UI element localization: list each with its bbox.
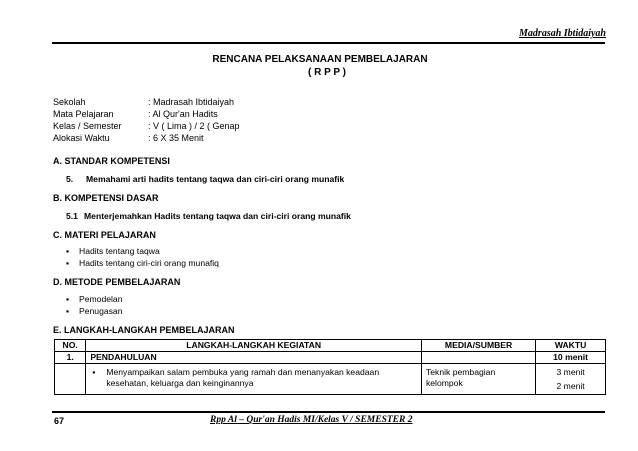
media-text: kelompok: [425, 378, 463, 388]
cell-media: [421, 352, 535, 364]
page-number: 67: [54, 416, 65, 426]
identity-value: : 6 X 35 Menit: [148, 133, 204, 143]
list-item-text: Hadits tentang taqwa: [79, 246, 160, 256]
header-school-name: Madrasah Ibtidaiyah: [519, 28, 606, 39]
cell-no: [55, 364, 86, 395]
media-text: Teknik pembagian: [425, 367, 496, 377]
item-text: Memahami arti hadits tentang taqwa dan ciri-ciri orang munafik: [86, 174, 345, 184]
time-text: 3 menit: [556, 367, 585, 377]
list-item: [66, 258, 219, 268]
identity-table: [53, 96, 240, 144]
identity-key: Mata Pelajaran: [53, 109, 114, 119]
document-title: RENCANA PELAKSANAAN PEMBELAJARAN: [212, 54, 428, 65]
identity-row: [53, 96, 240, 108]
identity-value: : Al Qur'an Hadits: [148, 109, 218, 119]
item-number: 5.: [66, 174, 74, 184]
table-row: [55, 364, 606, 395]
bullet-spacer: [90, 378, 106, 389]
bullet-icon: ▪: [66, 294, 70, 304]
identity-row: [53, 120, 240, 132]
identity-key: Alokasi Waktu: [53, 133, 110, 143]
table-header-row: [55, 340, 606, 352]
identity-key: Kelas / Semester: [53, 121, 122, 131]
section-d-heading: D. METODE PEMBELAJARAN: [53, 277, 181, 287]
activity-text: kesehatan, keluarga dan keinginannya: [106, 378, 254, 388]
item-number: 5.1: [66, 211, 78, 221]
identity-value: : Madrasah Ibtidaiyah: [148, 97, 235, 107]
list-item-text: Hadits tentang ciri-ciri orang munafiq: [79, 258, 219, 268]
identity-row: [53, 132, 240, 144]
identity-row: [53, 108, 240, 120]
cell-no: 1.: [55, 352, 86, 364]
bullet-icon: ▪: [92, 367, 96, 377]
steps-table: [54, 339, 606, 395]
list-item: [66, 294, 122, 304]
section-e-heading: E. LANGKAH-LANGKAH PEMBELAJARAN: [53, 325, 235, 335]
list-item-text: Pemodelan: [79, 294, 123, 304]
identity-key: Sekolah: [53, 97, 86, 107]
item-text: Menterjemahkan Hadits tentang taqwa dan ciri-ciri orang munafik: [84, 211, 351, 221]
table-row: [55, 352, 606, 364]
document-subtitle: ( R P P ): [308, 67, 346, 78]
kompetensi-dasar-item: [66, 211, 351, 221]
header-activity: LANGKAH-LANGKAH KEGIATAN: [86, 340, 422, 352]
cell-activity: PENDAHULUAN: [86, 352, 422, 364]
section-a-heading: A. STANDAR KOMPETENSI: [53, 156, 170, 166]
cell-time: [536, 364, 606, 395]
cell-activity: [86, 364, 422, 395]
time-text: 2 menit: [556, 381, 585, 391]
bullet-icon: ▪: [66, 306, 70, 316]
bullet-icon: ▪: [66, 258, 70, 268]
footer-title: Rpp Al – Qur'an Hadis MI/Kelas V / SEMESTER 2: [210, 415, 413, 425]
header-no: NO.: [55, 340, 86, 352]
bullet-icon: ▪: [66, 246, 70, 256]
activity-line: [90, 367, 417, 378]
header-media: MEDIA/SUMBER: [421, 340, 535, 352]
list-item: [66, 246, 160, 256]
identity-value: : V ( Lima ) / 2 ( Genap: [148, 121, 240, 131]
cell-time: 10 menit: [536, 352, 606, 364]
footer-rule: [52, 411, 605, 413]
list-item: [66, 306, 123, 316]
header-rule: [52, 42, 605, 44]
header-time: WAKTU: [536, 340, 606, 352]
cell-media: [421, 364, 535, 395]
section-b-heading: B. KOMPETENSI DASAR: [53, 193, 159, 203]
activity-text: Menyampaikan salam pembuka yang ramah dan menanyakan keadaan: [106, 367, 380, 377]
section-c-heading: C. MATERI PELAJARAN: [53, 230, 156, 240]
standar-kompetensi-item: [66, 174, 344, 184]
list-item-text: Penugasan: [79, 306, 123, 316]
activity-line: [90, 378, 417, 389]
